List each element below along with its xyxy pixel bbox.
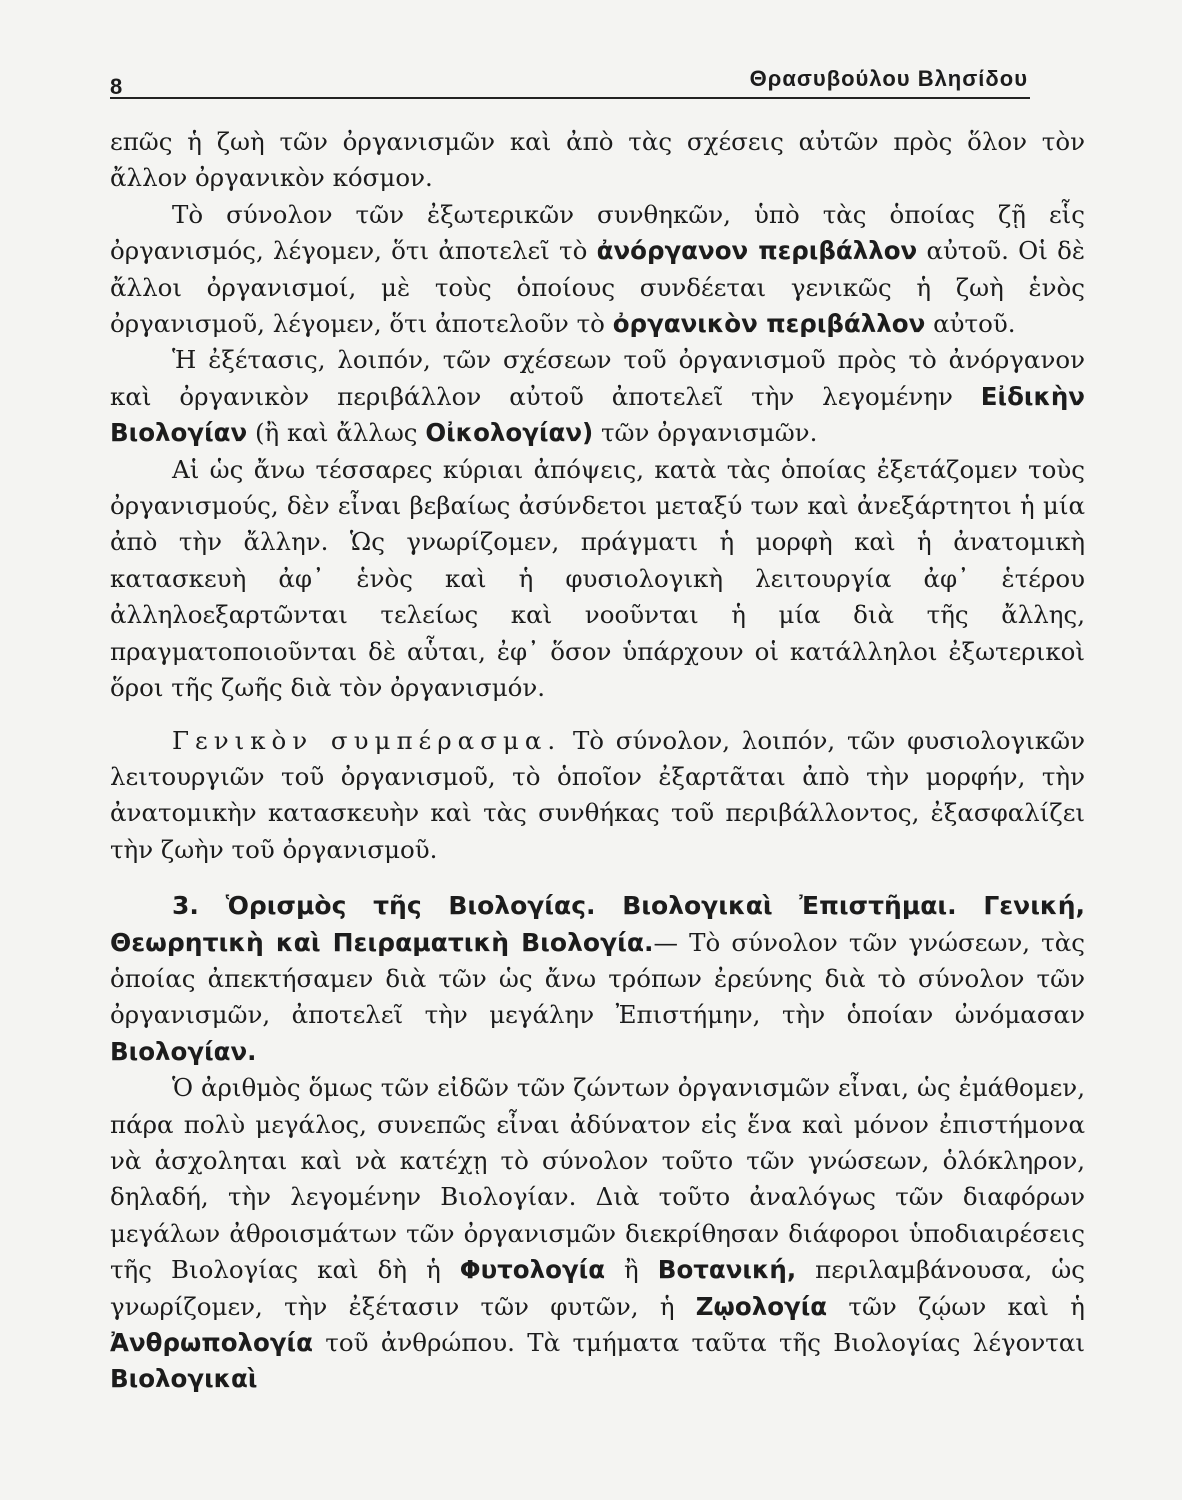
paragraph-3: [110, 342, 1085, 451]
p4-text: Αἱ ὡς ἄνω τέσσαρες κύριαι ἀπόψεις, κατὰ τὰς ὁποίας ἐξετάζομεν τοὺς ὀργανισμούς, δὲν εἶναι βεβαίως ἀσύνδετοι μεταξύ των καὶ ἀνεξάρτητοι ἡ μία ἀπὸ τὴν ἄλλην. Ὡς γνωρίζομεν, πράγματι ἡ μορφὴ καὶ ἡ ἀνατομικὴ κατασκευὴ ἀφ᾽ ἑνὸς καὶ ἡ φυσιολογικὴ λειτουργία ἀφ᾽ ἑτέρου ἀλληλοεξαρτῶνται τελείως καὶ νοοῦνται ἡ μία διὰ τῆς ἄλλης, πραγματοποιοῦνται δὲ αὗται, ἐφ᾽ ὅσον ὑπάρχουν οἱ κατάλληλοι ἐξωτερικοὶ ὅροι τῆς ζωῆς διὰ τὸν ὀργανισμόν.: [110, 454, 1085, 703]
p6-text-3: περιλαμβάνουσα, ὡς γνωρίζομεν, τὴν ἐξέτασιν τῶν φυτῶν, ἡ: [110, 1255, 1085, 1321]
section-3: [110, 888, 1085, 1070]
p6-text-1: Ὁ ἀριθμὸς ὅμως τῶν εἰδῶν τῶν ζώντων ὀργανισμῶν εἶναι, ὡς ἐμάθομεν, πάρα πολὺ μεγάλος, συνεπῶς εἶναι ἀδύνατον εἰς ἕνα καὶ μόνον ἐπιστήμονα νὰ ἀσχοληται καὶ νὰ κατέχῃ τὸ σύνολον τοῦτο τῶν γνώσεων, ὁλόκληρον, δηλαδή, τὴν λεγομένην Βιολογίαν. Διὰ τοῦτο ἀναλόγως τῶν διαφόρων μεγάλων ἀθροισμάτων τῶν ὀργανισμῶν διεκρίθησαν διάφοροι ὑποδιαιρέσεις τῆς Βιολογίας καὶ δὴ ἡ: [110, 1073, 1085, 1285]
p3-text-2: (ἢ καὶ ἄλλως: [247, 418, 426, 448]
term-ecology: Οἰκολογίαν): [425, 418, 594, 448]
term-botany: Βοτανική,: [657, 1255, 797, 1285]
p6-text-5: τοῦ ἀνθρώπου. Τὰ τμήματα ταῦτα τῆς Βιολογίας λέγονται: [312, 1328, 1085, 1357]
paragraph-6: [110, 1070, 1085, 1398]
paragraph-1: [110, 124, 1085, 197]
section-3-title: 3. Ὁρισμὸς τῆς Βιολογίας. Βιολογικαὶ Ἐπιστῆμαι. Γενική, Θεωρητικὴ καὶ Πειραματικὴ Βιολογία.: [110, 891, 1085, 957]
term-phytology: Φυτολογία: [459, 1255, 606, 1285]
term-organic-environment: ὀργανικὸν περιβάλλον: [612, 309, 926, 339]
paragraph-2: [110, 197, 1085, 343]
section-3-text: — Τὸ σύνολον τῶν γνώσεων, τὰς ὁποίας ἀπεκτήσαμεν διὰ τῶν ὡς ἄνω τρόπων ἐρεύνης διὰ τὸ σύνολον τῶν ὀργανισμῶν, ἀποτελεῖ τὴν μεγάλην Ἐπιστήμην, τὴν ὁποίαν ὠνόμασαν: [110, 927, 1085, 1030]
general-conclusion-lead: Γενικὸν συμπέρασμα.: [172, 725, 562, 755]
running-title: Θρασυβούλου Βλησίδου: [749, 66, 1028, 91]
term-biological: Βιολογικαὶ: [110, 1364, 258, 1394]
paragraph-4: [110, 452, 1085, 707]
body-text: [110, 124, 1085, 1398]
page-number: 8: [110, 74, 123, 99]
term-biology: Βιολογίαν.: [110, 1036, 257, 1066]
p6-text-4: τῶν ζῴων καὶ ἡ: [827, 1291, 1085, 1321]
page-header: [110, 60, 1028, 99]
header-rule: [110, 97, 1030, 99]
p6-text-2: ἢ: [605, 1255, 658, 1285]
p3-text-1: Ἡ ἐξέτασις, λοιπόν, τῶν σχέσεων τοῦ ὀργανισμοῦ πρὸς τὸ ἀνόργανον καὶ ὀργανικὸν περιβάλλον αὐτοῦ ἀποτελεῖ τὴν λεγομένην: [110, 345, 1085, 411]
p2-text-3: αὐτοῦ.: [925, 309, 1016, 339]
term-anthropology: Ἀνθρωπολογία: [110, 1328, 313, 1357]
p3-text-3: τῶν ὀργανισμῶν.: [593, 418, 818, 448]
p5-text: Τὸ σύνολον, λοιπόν, τῶν φυσιολογικῶν λειτουργιῶν τοῦ ὀργανισμοῦ, τὸ ὁποῖον ἐξαρτᾶται ἀπὸ τὴν μορφήν, τὴν ἀνατομικὴν κατασκευὴν καὶ τὰς συνθήκας τοῦ περιβάλλοντος, ἐξασφαλίζει τὴν ζωὴν τοῦ ὀργανισμοῦ.: [110, 725, 1086, 864]
paragraph-1-text: επῶς ἡ ζωὴ τῶν ὀργανισμῶν καὶ ἀπὸ τὰς σχέσεις αὐτῶν πρὸς ὅλον τὸν ἄλλον ὀργανικὸν κόσμον.: [110, 127, 1085, 193]
term-special-biology: Εἰδικὴν Βιολογίαν: [110, 381, 1085, 448]
paragraph-5: [110, 723, 1085, 869]
term-inorganic-environment: ἀνόργανον περιβάλλον: [596, 236, 918, 266]
p2-text-2: αὐτοῦ. Οἱ δὲ ἄλλοι ὀργανισμοί, μὲ τοὺς ὁποίους συνδέεται γενικῶς ἡ ζωὴ ἑνὸς ὀργανισμοῦ, λέγομεν, ὅτι ἀποτελοῦν τὸ: [110, 236, 1086, 339]
p2-text-1: Τὸ σύνολον τῶν ἐξωτερικῶν συνθηκῶν, ὑπὸ τὰς ὁποίας ζῇ εἷς ὀργανισμός, λέγομεν, ὅτι ἀποτελεῖ τὸ: [110, 199, 1085, 266]
term-zoology: Ζῳολογία: [695, 1291, 828, 1321]
